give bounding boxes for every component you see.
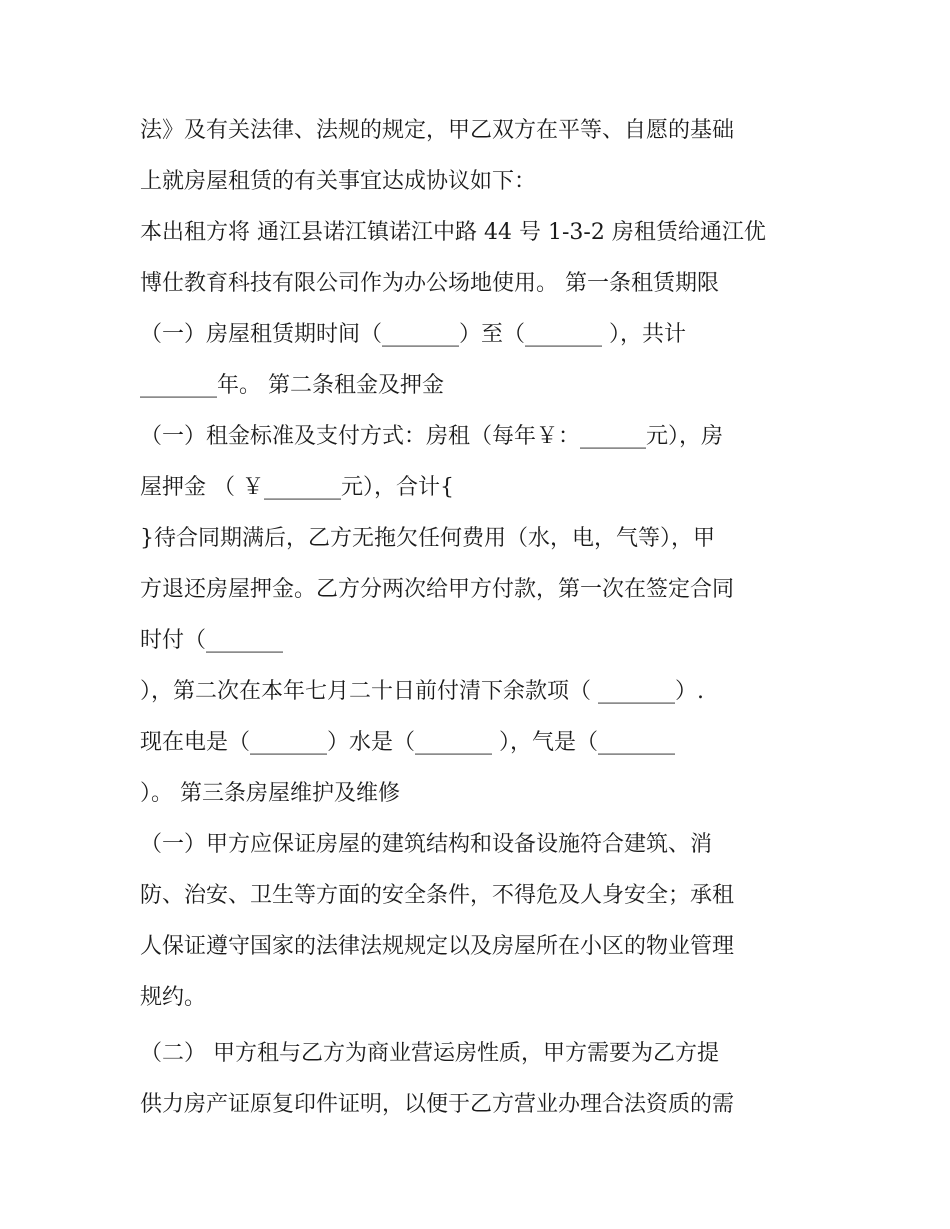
- text-line: ）。 第三条房屋维护及维修: [140, 781, 400, 806]
- text-line: 屋押金 （ ￥_______元），合计{: [140, 475, 454, 500]
- text-line: 人保证遵守国家的法律法规规定以及房屋所在小区的物业管理: [140, 934, 735, 959]
- text-line: 时付（_______: [140, 628, 284, 653]
- text-line: （一）租金标准及支付方式：房租（每年￥：______元），房: [140, 424, 724, 449]
- text-line: 现在电是（_______）水是（_______ ），气是（_______: [140, 730, 675, 755]
- text-line: 博仕教育科技有限公司作为办公场地使用。 第一条租赁期限: [140, 271, 719, 296]
- text-line: 防、治安、卫生等方面的安全条件，不得危及人身安全；承租: [140, 883, 735, 908]
- contract-text: [140, 105, 820, 1130]
- text-line: }待合同期满后，乙方无拖欠任何费用（水，电，气等），甲: [140, 526, 715, 551]
- text-line: ），第二次在本年七月二十日前付清下余款项（ _______）.: [140, 679, 704, 704]
- text-line: 本出租方将 通江县诺江镇诺江中路 44 号 1-3-2 房租赁给通江优: [140, 220, 766, 245]
- text-line: （一）房屋租赁期时间（_______）至（_______ ），共计: [140, 322, 686, 347]
- text-line: 规约。: [140, 985, 207, 1010]
- text-line: 法》及有关法律、法规的规定，甲乙双方在平等、自愿的基础: [140, 118, 735, 143]
- text-line: （一）甲方应保证房屋的建筑结构和设备设施符合建筑、消: [140, 832, 713, 857]
- text-line: （二） 甲方租与乙方为商业营运房性质，甲方需要为乙方提: [140, 1041, 719, 1066]
- text-line: 供力房产证原复印件证明，以便于乙方营业办理合法资质的需: [140, 1092, 735, 1117]
- text-line: 上就房屋租赁的有关事宜达成协议如下：: [140, 169, 537, 194]
- text-line: _______年。 第二条租金及押金: [140, 373, 444, 398]
- text-line: 方退还房屋押金。乙方分两次给甲方付款，第一次在签定合同: [140, 577, 735, 602]
